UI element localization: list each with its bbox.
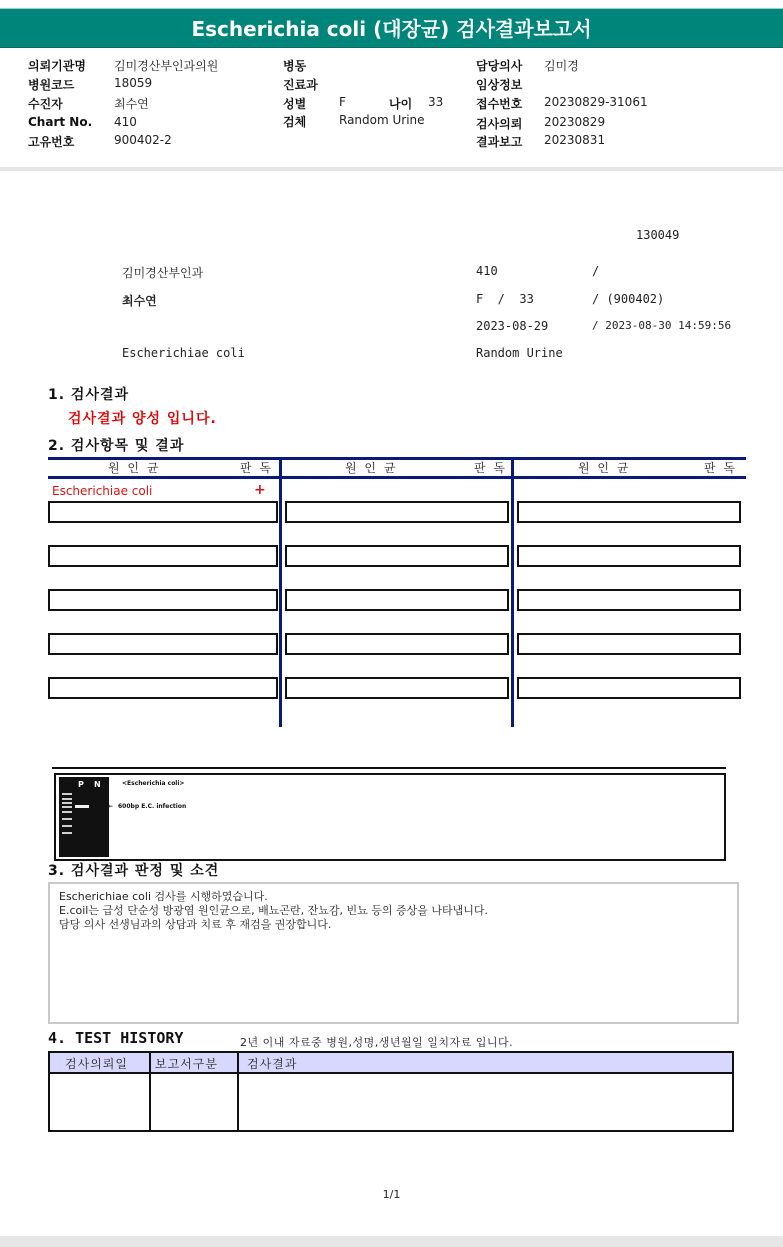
doc-report-datetime: / 2023-08-30 14:59:56 — [592, 319, 732, 332]
hospital-label: 의뢰기관명 — [28, 59, 86, 73]
section-2-heading: 2. 검사항목 및 결과 — [48, 438, 185, 454]
history-col-result: 검사결과 — [247, 1057, 298, 1071]
doc-unique: / (900402) — [592, 292, 665, 306]
ladder-band — [62, 806, 72, 808]
col-judgement-1: 판 독 — [240, 461, 273, 475]
gel-lane-n: N — [94, 780, 101, 789]
ladder-band — [62, 802, 72, 804]
dept-label: 진료과 — [283, 78, 318, 92]
history-col-divider — [237, 1053, 239, 1130]
doc-specimen: Random Urine — [476, 346, 563, 360]
doctor-label: 담당의사 — [476, 59, 523, 73]
result-box — [517, 545, 741, 567]
grid-divider-2 — [511, 457, 514, 727]
doc-chart: 410 — [476, 264, 498, 278]
specimen-label: 검체 — [283, 115, 307, 129]
result-positive-text: 검사결과 양성 입니다. — [68, 411, 217, 427]
report-value: 20230831 — [544, 133, 606, 147]
report-title: Escherichia coli (대장균) 검사결과보고서 — [0, 8, 783, 48]
doc-slash: / — [592, 264, 600, 278]
result-box — [48, 501, 278, 523]
history-col-divider — [149, 1053, 151, 1130]
doc-hospital: 김미경산부인과 — [122, 266, 204, 280]
opinion-line-1: Escherichiae coli 검사를 시행하였습니다. — [59, 890, 268, 903]
grid-divider-1 — [279, 457, 282, 727]
result-box — [517, 501, 741, 523]
ladder-band — [62, 793, 72, 795]
gel-electrophoresis-image — [59, 777, 109, 857]
opinion-line-3: 담당 의사 선생님과의 상담과 치료 후 재검을 권장합니다. — [59, 918, 332, 931]
organism-result-name: Escherichiae coli — [52, 484, 153, 498]
col-judgement-2: 판 독 — [474, 461, 507, 475]
sample-band — [75, 805, 89, 808]
patient-value: 최수연 — [114, 97, 149, 111]
doc-patient: 최수연 — [122, 294, 157, 308]
section-3-heading: 3. 검사결과 판정 및 소견 — [48, 863, 220, 879]
ladder-band — [62, 818, 72, 820]
ladder-band — [62, 825, 72, 827]
unique-value: 900402-2 — [114, 133, 172, 147]
code-label: 병원코드 — [28, 78, 75, 92]
chart-value: 410 — [114, 115, 137, 129]
history-col-request-date: 검사의뢰일 — [65, 1057, 128, 1071]
receipt-value: 20230829-31061 — [544, 95, 648, 109]
col-organism-2: 원 인 균 — [345, 461, 398, 475]
section-4-heading: 4. TEST HISTORY — [48, 1029, 184, 1047]
doc-id: 130049 — [636, 228, 680, 242]
result-box — [517, 589, 741, 611]
unique-label: 고유번호 — [28, 135, 75, 149]
hospital-value: 김미경산부인과의원 — [114, 59, 219, 73]
result-box — [517, 677, 741, 699]
result-box — [48, 545, 278, 567]
result-box — [48, 677, 278, 699]
col-organism-3: 원 인 균 — [578, 461, 631, 475]
request-value: 20230829 — [544, 115, 606, 129]
sex-value: F — [339, 95, 346, 109]
age-label: 나이 — [389, 97, 413, 111]
ladder-band — [62, 798, 72, 800]
ladder-band — [62, 811, 72, 813]
gel-top-rule — [52, 767, 726, 769]
result-box — [285, 677, 509, 699]
organism-result-judgement: + — [254, 482, 266, 498]
chart-label: Chart No. — [28, 115, 93, 129]
result-box — [285, 589, 509, 611]
history-col-report-type: 보고서구분 — [155, 1057, 218, 1071]
history-note: 2년 이내 자료중 병원,성명,생년월일 일치자료 입니다. — [240, 1036, 514, 1049]
col-organism-1: 원 인 균 — [108, 461, 161, 475]
sex-label: 성별 — [283, 97, 307, 111]
doc-test-name: Escherichiae coli — [122, 346, 245, 360]
report-label: 결과보고 — [476, 135, 523, 149]
gel-arrow-icon: ← — [108, 803, 114, 810]
ladder-band — [62, 832, 72, 834]
specimen-value: Random Urine — [339, 113, 425, 127]
result-box — [48, 633, 278, 655]
grid-header-rule — [48, 476, 746, 479]
doctor-value: 김미경 — [544, 59, 579, 73]
section-1-heading: 1. 검사결과 — [48, 387, 130, 403]
page-number: 1/1 — [382, 1188, 401, 1201]
result-box — [517, 633, 741, 655]
gel-band-label: 600bp E.C. infection — [118, 803, 187, 810]
doc-request-date: 2023-08-29 — [476, 319, 549, 333]
history-table-header — [50, 1053, 732, 1074]
result-box — [285, 633, 509, 655]
code-value: 18059 — [114, 76, 153, 90]
opinion-box — [48, 882, 739, 1024]
col-judgement-3: 판 독 — [704, 461, 737, 475]
result-box — [285, 501, 509, 523]
result-box — [48, 589, 278, 611]
gel-title: <Escherichia coli> — [122, 780, 185, 787]
patient-label: 수진자 — [28, 97, 63, 111]
footer-bar — [0, 1236, 783, 1247]
age-value: 33 — [428, 95, 444, 109]
clinical-label: 임상정보 — [476, 78, 523, 92]
gel-lane-p: P — [78, 780, 84, 789]
history-table — [48, 1051, 734, 1132]
header-separator — [0, 167, 783, 171]
ward-label: 병동 — [283, 59, 307, 73]
opinion-line-2: E.coil는 급성 단순성 방광염 원인균으로, 배뇨곤란, 잔뇨감, 빈뇨 등의 증상을 나타냅니다. — [59, 904, 488, 917]
doc-sex-age: F / 33 — [476, 292, 534, 306]
request-label: 검사의뢰 — [476, 117, 523, 131]
receipt-label: 접수번호 — [476, 97, 523, 111]
result-box — [285, 545, 509, 567]
